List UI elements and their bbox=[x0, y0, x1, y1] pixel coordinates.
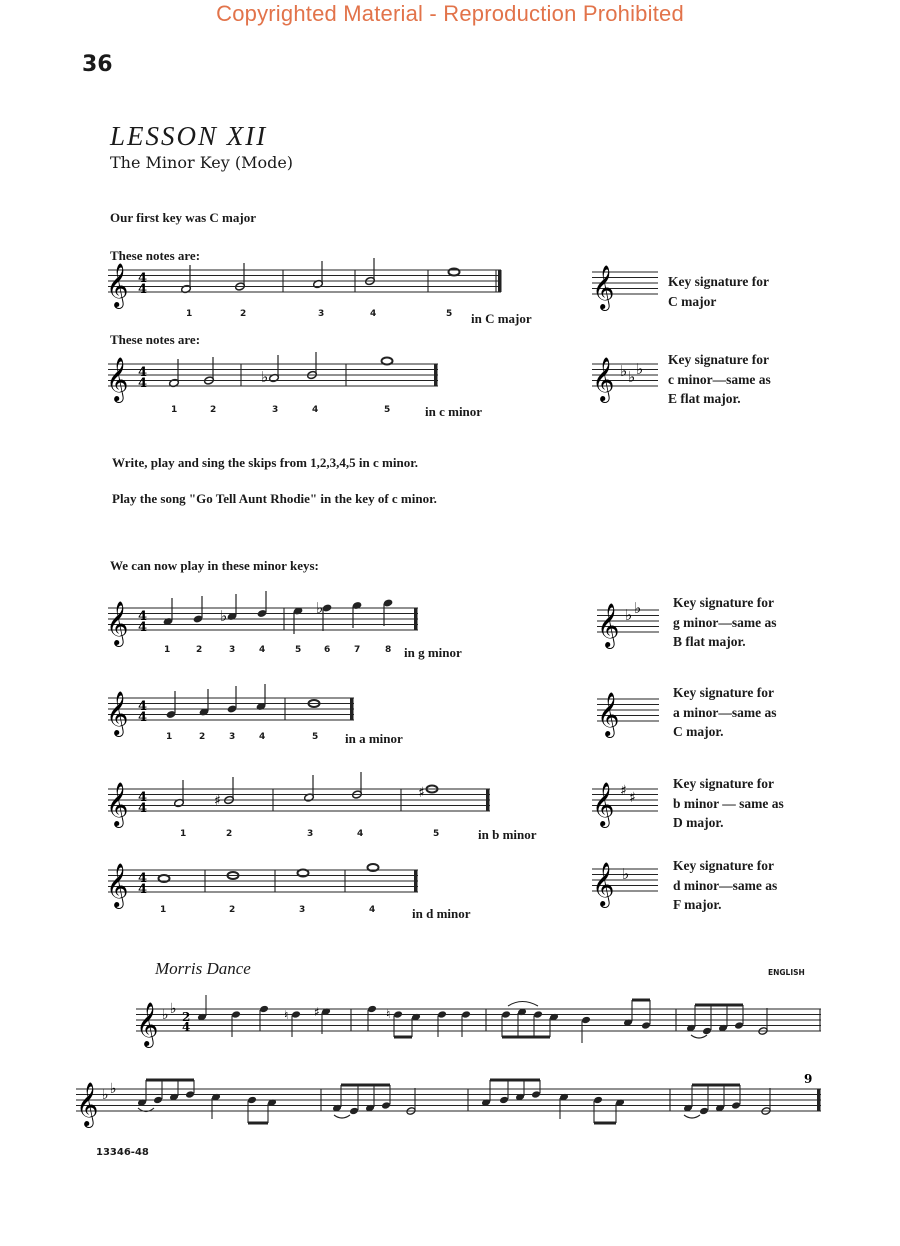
treble-clef-icon: 𝄞 bbox=[592, 265, 615, 309]
svg-text:4: 4 bbox=[138, 882, 148, 897]
key-label: in b minor bbox=[478, 827, 537, 842]
svg-text:𝄞: 𝄞 bbox=[592, 782, 615, 826]
svg-text:♮: ♮ bbox=[284, 1008, 289, 1022]
degree-number: 5 bbox=[433, 829, 440, 839]
degree-number: 4 bbox=[357, 829, 364, 839]
svg-text:𝄞: 𝄞 bbox=[597, 603, 620, 647]
treble-clef-icon: 𝄞 bbox=[106, 263, 129, 307]
svg-text:♮: ♮ bbox=[386, 1007, 391, 1021]
flat-sign-icon: ♭ bbox=[261, 368, 269, 386]
degree-number: 2 bbox=[229, 905, 236, 915]
degree-number: 5 bbox=[446, 309, 453, 319]
degree-number: 5 bbox=[384, 405, 391, 415]
key-label: in d minor bbox=[412, 906, 471, 921]
degree-number: 2 bbox=[226, 829, 233, 839]
svg-text:𝄞: 𝄞 bbox=[597, 692, 620, 736]
c-major-label: These notes are: bbox=[110, 248, 201, 263]
intro-text: Our first key was C major bbox=[110, 210, 256, 225]
degree-number: 3 bbox=[299, 905, 306, 915]
page-number: 36 bbox=[82, 52, 113, 77]
svg-text:♯: ♯ bbox=[629, 790, 636, 806]
lesson-title: LESSON XII bbox=[110, 121, 268, 151]
keysig-description: Key signature for b minor — same as D major. bbox=[673, 776, 784, 830]
svg-text:4: 4 bbox=[138, 271, 148, 286]
minor-keys-intro: We can now play in these minor keys: bbox=[110, 558, 319, 573]
degree-number: 2 bbox=[199, 732, 206, 742]
svg-text:4: 4 bbox=[138, 609, 148, 624]
svg-text:♯: ♯ bbox=[418, 785, 425, 801]
keysig-description: Key signature for C major bbox=[668, 274, 769, 309]
svg-text:𝄞: 𝄞 bbox=[136, 1002, 159, 1046]
a-minor-staff bbox=[106, 691, 368, 735]
degree-number: 1 bbox=[180, 829, 187, 839]
degree-number: 2 bbox=[240, 309, 247, 319]
degree-number: 5 bbox=[312, 732, 319, 742]
g-minor-staff bbox=[106, 599, 428, 645]
instruction-text: Play the song "Go Tell Aunt Rhodie" in the key of c minor. bbox=[112, 491, 437, 506]
degree-number: 4 bbox=[369, 905, 376, 915]
svg-text:♭: ♭ bbox=[628, 368, 636, 386]
morris-dance-staff-1 bbox=[136, 1003, 826, 1048]
svg-text:♭: ♭ bbox=[634, 599, 642, 617]
degree-number: 3 bbox=[229, 645, 236, 655]
watermark: Copyrighted Material - Reproduction Prohibited bbox=[216, 1, 684, 26]
degree-number: 6 bbox=[324, 645, 331, 655]
b-minor-keysig-staff bbox=[592, 782, 662, 826]
keysig-description: Key signature for g minor—same as B flat major. bbox=[673, 595, 777, 649]
b-minor-staff bbox=[106, 782, 498, 826]
degree-number: 1 bbox=[160, 905, 167, 915]
key-label: in C major bbox=[471, 311, 532, 326]
g-minor-keysig-staff bbox=[597, 599, 667, 647]
svg-text:4: 4 bbox=[138, 699, 148, 714]
key-label: in c minor bbox=[425, 404, 483, 419]
catalog-number: 13346-48 bbox=[96, 1147, 149, 1158]
svg-text:𝄞: 𝄞 bbox=[106, 601, 129, 645]
keysig-description: Key signature for c minor—same as E flat major. bbox=[668, 352, 771, 406]
svg-text:𝄞: 𝄞 bbox=[106, 782, 129, 826]
song-title: Morris Dance bbox=[155, 959, 251, 978]
svg-text:♭: ♭ bbox=[110, 1081, 117, 1097]
svg-text:4: 4 bbox=[138, 376, 148, 391]
key-label: in g minor bbox=[404, 645, 462, 660]
degree-number: 3 bbox=[229, 732, 236, 742]
degree-number: 2 bbox=[196, 645, 203, 655]
degree-number: 5 bbox=[295, 645, 302, 655]
svg-text:♭: ♭ bbox=[625, 606, 633, 624]
svg-text:4: 4 bbox=[138, 801, 148, 816]
svg-text:4: 4 bbox=[138, 620, 148, 635]
instruction-text: Write, play and sing the skips from 1,2,3,4,5 in c minor. bbox=[112, 455, 419, 470]
svg-text:♭: ♭ bbox=[170, 1001, 177, 1017]
c-minor-keysig-staff bbox=[592, 357, 662, 401]
svg-text:♭: ♭ bbox=[102, 1087, 109, 1103]
lesson-subtitle: The Minor Key (Mode) bbox=[110, 153, 294, 172]
degree-number: 1 bbox=[186, 309, 193, 319]
svg-text:4: 4 bbox=[138, 790, 148, 805]
svg-text:4: 4 bbox=[138, 710, 148, 725]
degree-number: 3 bbox=[307, 829, 314, 839]
svg-text:4: 4 bbox=[138, 365, 148, 380]
svg-text:9: 9 bbox=[804, 1072, 813, 1086]
degree-number: 4 bbox=[312, 405, 319, 415]
song-origin: ENGLISH bbox=[768, 968, 805, 977]
degree-number: 1 bbox=[164, 645, 171, 655]
svg-text:♯: ♯ bbox=[314, 1005, 320, 1019]
svg-text:2: 2 bbox=[182, 1010, 191, 1024]
c-major-keysig-staff bbox=[592, 265, 662, 309]
degree-number: 1 bbox=[171, 405, 178, 415]
degree-number: 3 bbox=[272, 405, 279, 415]
svg-text:♭: ♭ bbox=[636, 360, 644, 378]
svg-text:𝄞: 𝄞 bbox=[76, 1082, 99, 1126]
svg-text:♭: ♭ bbox=[162, 1007, 169, 1023]
svg-text:♯: ♯ bbox=[620, 783, 627, 799]
c-major-staff bbox=[106, 263, 508, 307]
c-minor-label: These notes are: bbox=[110, 332, 201, 347]
treble-clef-icon: 𝄞 bbox=[106, 357, 129, 401]
svg-text:♭: ♭ bbox=[316, 599, 324, 617]
keysig-description: Key signature for a minor—same as C major. bbox=[673, 685, 777, 739]
a-minor-keysig-staff bbox=[597, 692, 667, 736]
sharp-sign-icon: ♯ bbox=[214, 793, 221, 809]
svg-text:𝄞: 𝄞 bbox=[106, 691, 129, 735]
keysig-description: Key signature for d minor—same as F major. bbox=[673, 858, 778, 912]
svg-text:♭: ♭ bbox=[620, 362, 628, 380]
degree-number: 7 bbox=[354, 645, 361, 655]
degree-number: 8 bbox=[385, 645, 392, 655]
svg-text:♭: ♭ bbox=[220, 607, 228, 625]
svg-text:𝄞: 𝄞 bbox=[592, 357, 615, 401]
d-minor-keysig-staff bbox=[592, 862, 662, 906]
c-minor-staff bbox=[106, 357, 448, 401]
morris-dance-staff-2 bbox=[76, 1072, 826, 1128]
degree-number: 1 bbox=[166, 732, 173, 742]
svg-text:4: 4 bbox=[138, 282, 148, 297]
key-label: in a minor bbox=[345, 731, 403, 746]
svg-text:𝄞: 𝄞 bbox=[592, 862, 615, 906]
svg-text:4: 4 bbox=[182, 1020, 191, 1034]
svg-text:♭: ♭ bbox=[622, 865, 630, 883]
degree-number: 3 bbox=[318, 309, 325, 319]
degree-number: 4 bbox=[370, 309, 377, 319]
d-minor-staff bbox=[106, 863, 428, 907]
svg-text:𝄞: 𝄞 bbox=[106, 863, 129, 907]
degree-number: 4 bbox=[259, 645, 266, 655]
svg-text:4: 4 bbox=[138, 871, 148, 886]
degree-number: 2 bbox=[210, 405, 217, 415]
degree-number: 4 bbox=[259, 732, 266, 742]
